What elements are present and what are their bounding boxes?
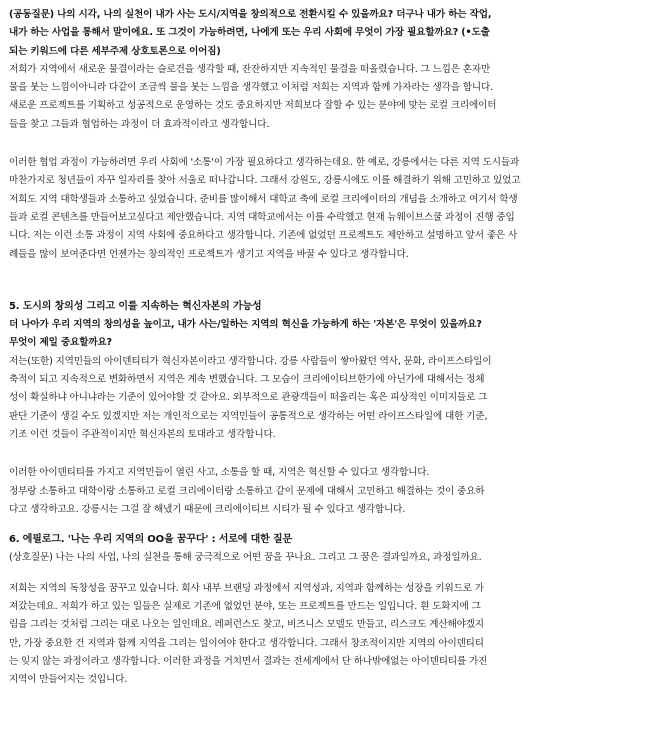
spacer [9,134,653,154]
paragraph-line: 는 잊지 않는 과정이라고 생각합니다. 이러한 과정을 거치면서 결과는 전세계에서 단 하나밖에없는 아이덴티티를 가진 [9,655,488,667]
paragraph-line: 들과 로컬 콘텐츠를 만들어보고싶다고 제안했습니다. 지역 대학교에서는 이를 수락했고 현재 뉴웨이브스쿨 과정이 진행 중입 [9,211,515,223]
section-5 [9,298,653,353]
question-block-1 [9,6,653,61]
paragraph-line: 들을 찾고 그들과 협업하는 과정이 더 효과적이라고 생각합니다. [9,118,270,130]
paragraph-line: 마찬가지로 청년들이 자꾸 일자리를 찾아 서울로 떠나갑니다. 그래서 강원도, 강릉시에도 이를 해결하기 위해 고민하고 있었고 [9,175,521,187]
paragraph-line: 물을 붓는 느낌이아니라 다같이 조금씩 물을 붓는 느낌을 생각했고 이처럼 저희는 지역과 함께 가자라는 생각을 합니다. [9,82,494,94]
section-heading: 6. 에필로그. '나는 우리 지역의 OO을 꿈꾸다' : 서로에 대한 질문 [9,534,293,546]
paragraph-line: 축적이 되고 지속적으로 변화하면서 지역은 계속 변했습니다. 그 모습이 크리에이티브한가에 아닌가에 대해서는 정체 [9,374,485,386]
spacer [9,568,653,580]
paragraph-line: 니다. 저는 이런 소통 과정이 지역 사회에 중요하다고 생각합니다. 기존에 없었던 프로젝트도 제안하고 설명하고 앞서 좋은 사 [9,230,518,242]
paragraph-line: 이러한 아이덴티티를 가지고 지역민들이 열린 사고, 소통을 할 때, 지역은 혁신할 수 있다고 생각합니다. [9,467,430,479]
paragraph-line: 저희도 지역 대학생들과 소통하고 싶었습니다. 준비를 많이해서 대학교 축에 로컬 크리에이터의 개념을 소개하고 여기서 학생 [9,193,518,205]
paragraph-line: 저희가 지역에서 새로운 물결이라는 슬로건을 생각할 때, 잔잔하지만 지속적인 물결을 떠올렸습니다. 그 느낌은 혼자만 [9,63,491,75]
paragraph-5 [9,580,653,690]
paragraph-line: 저는(또한) 지역민들의 아이덴티티가 혁신자본이라고 생각합니다. 강릉 사람들이 쌓아왔던 역사, 문화, 라이프스타일이 [9,355,492,367]
paragraph-line: 판단 기준이 생길 수도 있겠지만 저는 개인적으로는 지역민들이 공통적으로 생각하는 어떤 라이프스타일에 대한 기준, [9,410,488,422]
question-line: 되는 키워드에 다른 세부주제 상호토론으로 이어짐) [9,45,221,57]
paragraph-4 [9,464,653,519]
section-heading: 5. 도시의 창의성 그리고 이를 지속하는 혁신자본의 가능성 [9,300,262,312]
question-line: 무엇이 제일 중요할까요? [9,337,112,349]
paragraph-line: 림을 그리는 것처럼 그리는 대로 나오는 일인데요. 레퍼런스도 찾고, 비즈니스 모델도 만들고, 리스크도 계산해야겠지 [9,619,484,631]
paragraph-line: 만, 가장 중요한 건 지역과 함께 지역을 그리는 일이여야 한다고 생각합니다. 그래서 창조적이지만 지역의 아이덴티티 [9,637,484,649]
paragraph-line: 져갔는데요. 저희가 하고 있는 일들은 실제로 기존에 없었던 분야, 또는 프로젝트를 만드는 일입니다. 흰 도화지에 그 [9,601,481,613]
paragraph-line: 성이 확실하냐 아니냐라는 기준이 있어야할 것 같아요. 외부적으로 관광객들이 떠올리는 혹은 피상적인 이미지들로 그 [9,392,488,404]
paragraph-line: 례들을 많이 보여준다면 언젠가는 창의적인 프로젝트가 생기고 지역을 바꿀 수 있다고 생각합니다. [9,248,409,260]
paragraph-line: 다고 생각하고요. 강릉시는 그걸 잘 해냈기 때문에 크리에이티브 시티가 될 수 있다고 생각합니다. [9,503,406,515]
section-6 [9,531,653,568]
question-line: 더 나아가 우리 지역의 창의성을 높이고, 내가 사는/일하는 지역의 혁신을 가능하게 하는 '자본'은 무엇이 있을까요? [9,319,482,331]
paragraph-line: 지역이 만들어지는 것입니다. [9,674,128,686]
spacer [9,519,653,531]
spacer [9,264,653,298]
spacer [9,444,653,464]
paragraph-2 [9,154,653,264]
question-line: 내가 하는 사업을 통해서 말이에요. 또 그것이 가능하려면, 나에게 또는 우리 사회에 무엇이 가장 필요할까요? (•도출 [9,27,490,39]
paragraph-line: 기조 이런 것들이 주관적이지만 혁신자본의 토대라고 생각합니다. [9,428,276,440]
question-line: (상호질문) 나는 나의 사업, 나의 실천을 통해 궁극적으로 어떤 꿈을 꾸나요. 그리고 그 꿈은 결과일까요, 과정일까요. [9,552,482,564]
paragraph-line: 정부랑 소통하고 대학이랑 소통하고 로컬 크리에이터랑 소통하고 같이 문제에 대해서 고민하고 해결하는 것이 중요하 [9,485,485,497]
paragraph-line: 이러한 협업 과정이 가능하려면 우리 사회에 '소통'이 가장 필요하다고 생각하는데요. 한 예로, 강릉에서는 다른 지역 도시들과 [9,157,520,169]
paragraph-3 [9,353,653,444]
paragraph-1 [9,61,653,134]
question-line: (공동질문) 나의 시각, 나의 실천이 내가 사는 도시/지역을 창의적으로 전환시킬 수 있을까요? 더구나 내가 하는 작업, [9,9,492,20]
paragraph-line: 저희는 지역의 독창성을 꿈꾸고 있습니다. 회사 내부 브랜딩 과정에서 지역성과, 지역과 함께하는 성장을 키워드로 가 [9,582,484,594]
paragraph-line: 새로운 프로젝트를 기획하고 성공적으로 운영하는 것도 중요하지만 저희보다 잘할 수 있는 분야에 맞는 로컬 크리에이터 [9,100,497,112]
